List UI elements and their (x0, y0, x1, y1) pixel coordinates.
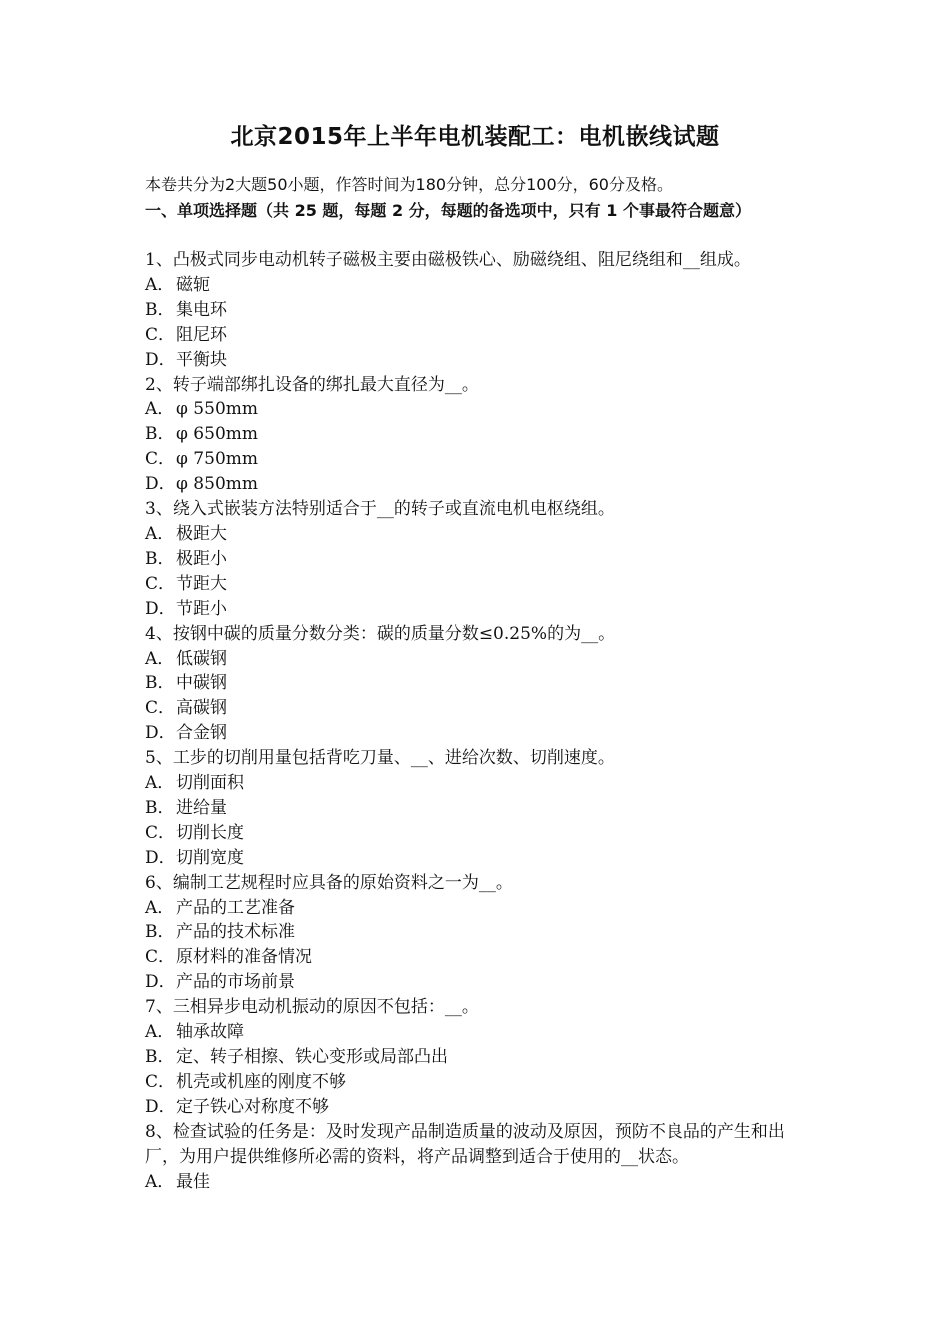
option-letter: D． (145, 1096, 176, 1117)
question-3 (145, 497, 813, 622)
option-c (145, 1070, 813, 1095)
option-text: 磁轭 (176, 274, 210, 295)
option-text: 切削面积 (176, 773, 244, 794)
question-5 (145, 746, 813, 871)
option-d (145, 1095, 813, 1120)
option-c (145, 821, 813, 846)
option-a (145, 771, 813, 796)
option-letter: B． (145, 548, 175, 569)
option-b (145, 422, 813, 447)
option-c (145, 696, 813, 721)
option-text: 中碳钢 (176, 673, 227, 694)
option-b (145, 920, 813, 945)
option-letter: B． (145, 673, 175, 694)
question-stem: 8、检查试验的任务是：及时发现产品制造质量的波动及原因，预防不良品的产生和出厂，为用户提供维修所必需的资料，将产品调整到适合于使用的__状态。 (145, 1121, 785, 1167)
option-a (145, 1170, 813, 1195)
option-a (145, 1020, 813, 1045)
option-b (145, 547, 813, 572)
question-2 (145, 373, 813, 498)
option-text: 阻尼环 (176, 324, 227, 345)
option-text: 产品的技术标准 (176, 922, 295, 943)
option-b (145, 298, 813, 323)
option-letter: A． (145, 1022, 175, 1043)
option-letter: D． (145, 723, 176, 744)
question-4 (145, 622, 813, 747)
option-letter: A． (145, 274, 175, 295)
question-6 (145, 871, 813, 996)
question-7 (145, 995, 813, 1120)
option-d (145, 721, 813, 746)
option-text: 切削长度 (176, 822, 244, 843)
option-text: φ 550mm (176, 399, 258, 420)
option-c (145, 323, 813, 348)
option-a (145, 647, 813, 672)
option-b (145, 671, 813, 696)
option-d (145, 472, 813, 497)
option-d (145, 597, 813, 622)
option-a (145, 522, 813, 547)
option-letter: B． (145, 424, 175, 445)
option-text: 高碳钢 (176, 698, 227, 719)
option-text: 定子铁心对称度不够 (176, 1096, 329, 1117)
option-letter: A． (145, 523, 175, 544)
option-text: φ 850mm (176, 474, 258, 495)
question-stem: 5、工步的切削用量包括背吃刀量、__、进给次数、切削速度。 (145, 748, 615, 769)
option-letter: B． (145, 797, 175, 818)
option-text: 定、转子相擦、铁心变形或局部凸出 (176, 1047, 448, 1067)
option-text: φ 650mm (176, 424, 258, 445)
option-text: 进给量 (176, 797, 227, 818)
option-letter: C． (145, 698, 176, 719)
option-text: 机壳或机座的刚度不够 (176, 1071, 346, 1092)
option-letter: C． (145, 573, 176, 594)
question-list (145, 248, 813, 1194)
option-a (145, 397, 813, 422)
option-letter: C． (145, 947, 176, 968)
option-text: 低碳钢 (176, 648, 227, 669)
option-letter: A． (145, 773, 175, 794)
option-letter: D． (145, 474, 176, 495)
option-d (145, 348, 813, 373)
option-letter: A． (145, 1171, 175, 1192)
option-letter: C． (145, 449, 176, 470)
section-heading: 一、单项选择题（共 25 题，每题 2 分，每题的备选项中，只有 1 个事最符合题意） (145, 201, 751, 220)
option-letter: A． (145, 399, 175, 420)
option-text: 极距小 (176, 548, 227, 569)
option-letter: C． (145, 822, 176, 843)
option-text: φ 750mm (176, 449, 258, 470)
option-text: 平衡块 (176, 349, 227, 370)
option-c (145, 447, 813, 472)
option-a (145, 896, 813, 921)
option-letter: B． (145, 1047, 175, 1067)
option-text: 最佳 (176, 1171, 210, 1192)
option-letter: B． (145, 922, 175, 943)
option-b (145, 796, 813, 821)
question-1 (145, 248, 813, 373)
option-d (145, 846, 813, 871)
option-letter: A． (145, 648, 175, 669)
option-letter: B． (145, 299, 175, 320)
option-text: 产品的市场前景 (176, 972, 295, 993)
question-8 (145, 1120, 813, 1195)
option-letter: C． (145, 324, 176, 345)
option-text: 产品的工艺准备 (176, 897, 295, 918)
option-text: 轴承故障 (176, 1022, 244, 1043)
question-stem: 4、按钢中碳的质量分数分类：碳的质量分数≤0.25%的为__。 (145, 623, 616, 644)
option-c (145, 945, 813, 970)
option-letter: A． (145, 897, 175, 918)
option-d (145, 970, 813, 995)
option-text: 极距大 (176, 523, 227, 544)
option-letter: C． (145, 1071, 176, 1092)
option-c (145, 572, 813, 597)
option-text: 节距小 (176, 598, 227, 619)
option-b (145, 1045, 813, 1070)
option-letter: D． (145, 847, 176, 868)
option-letter: D． (145, 972, 176, 993)
option-text: 节距大 (176, 573, 227, 594)
document-title: 北京2015年上半年电机装配工：电机嵌线试题 (230, 124, 720, 150)
option-letter: D． (145, 349, 176, 370)
option-text: 集电环 (176, 299, 227, 320)
option-a (145, 273, 813, 298)
exam-intro: 本卷共分为2大题50小题，作答时间为180分钟，总分100分，60分及格。 (145, 175, 673, 194)
question-stem: 6、编制工艺规程时应具备的原始资料之一为__。 (145, 872, 513, 893)
option-text: 原材料的准备情况 (176, 947, 312, 968)
option-text: 切削宽度 (176, 847, 244, 868)
option-letter: D． (145, 598, 176, 619)
question-stem: 3、绕入式嵌装方法特别适合于__的转子或直流电机电枢绕组。 (145, 499, 615, 520)
question-stem: 7、三相异步电动机振动的原因不包括：__。 (145, 997, 479, 1018)
option-text: 合金钢 (176, 723, 227, 744)
question-stem: 1、凸极式同步电动机转子磁极主要由磁极铁心、励磁绕组、阻尼绕组和__组成。 (145, 250, 751, 270)
question-stem: 2、转子端部绑扎设备的绑扎最大直径为__。 (145, 374, 479, 395)
